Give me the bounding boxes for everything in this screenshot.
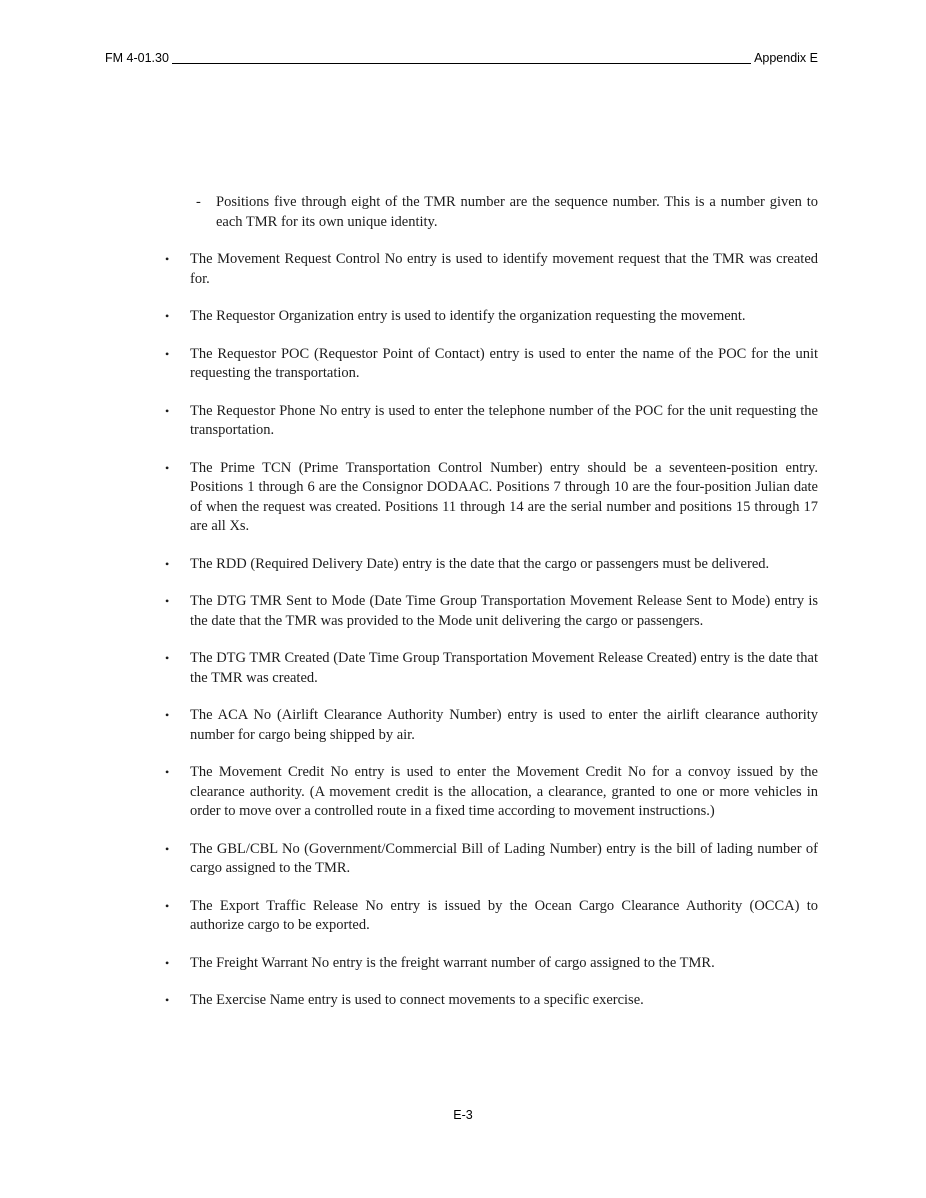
list-item	[165, 763, 818, 822]
list-item	[165, 307, 818, 327]
bullet-icon: •	[165, 252, 170, 266]
page-number: E-3	[453, 1108, 473, 1122]
bullet-icon: •	[165, 346, 170, 361]
header-appendix-label: Appendix E	[754, 51, 818, 65]
header-document-id: FM 4-01.30	[105, 51, 169, 65]
list-item	[165, 897, 818, 936]
bullet-icon: •	[165, 898, 170, 913]
list-item	[165, 840, 818, 879]
bullet-icon: •	[165, 594, 170, 608]
bullet-icon: •	[165, 309, 170, 323]
list-item-text: The Freight Warrant No entry is the freight warrant number of cargo assigned to the TMR.	[190, 954, 715, 971]
list-item-text: The ACA No (Airlift Clearance Authority Number) entry is used to enter the airlift clearance authority number for cargo being shipped by air.	[190, 707, 818, 743]
header-rule	[172, 63, 751, 64]
list-item-text: The Requestor POC (Requestor Point of Contact) entry is used to enter the name of the POC for the unit requesting the transportation.	[190, 345, 818, 381]
list-item	[165, 592, 818, 631]
list-item	[165, 402, 818, 441]
list-item	[165, 991, 818, 1011]
bullet-icon: •	[165, 765, 170, 779]
list-item	[165, 649, 818, 688]
list-item-text: The Export Traffic Release No entry is issued by the Ocean Cargo Clearance Authority (OCCA) to authorize cargo to be exported.	[190, 897, 818, 933]
bullet-icon: •	[165, 955, 170, 970]
sub-list-item	[196, 193, 818, 232]
list-item-text: The GBL/CBL No (Government/Commercial Bill of Lading Number) entry is the bill of lading number of cargo assigned to the TMR.	[190, 840, 818, 876]
list-item	[165, 706, 818, 745]
list-item-text: The DTG TMR Created (Date Time Group Transportation Movement Release Created) entry is the date that the TMR was created.	[190, 650, 818, 686]
dash-icon: -	[196, 194, 201, 210]
list-item-text: The Movement Credit No entry is used to enter the Movement Credit No for a convoy issued by the clearance authority. (A movement credit is the allocation, a clearance, granted to one or more vehicles in order to move over a controlled route in a fixed time according to movement instructions.)	[190, 764, 818, 819]
list-item-text: The RDD (Required Delivery Date) entry is the date that the cargo or passengers must be delivered.	[190, 555, 770, 572]
list-item-text: The Requestor Phone No entry is used to enter the telephone number of the POC for the unit requesting the transportation.	[190, 402, 818, 438]
bullet-icon: •	[165, 841, 170, 856]
list-item-text: The Movement Request Control No entry is used to identify movement request that the TMR was created for.	[190, 251, 818, 287]
list-item-text: The Prime TCN (Prime Transportation Control Number) entry should be a seventeen-position entry. Positions 1 through 6 are the Consignor DODAAC. Positions 7 through 10 are the four-position Julian date of when the request was created. Positions 11 through 14 are the serial number and positions 15 through 17 are all Xs.	[190, 459, 818, 534]
page-content	[165, 193, 818, 1011]
list-item-text: Positions five through eight of the TMR number are the sequence number. This is a number given to each TMR for its own unique identity.	[216, 194, 818, 230]
bullet-icon: •	[165, 708, 170, 722]
list-item	[165, 345, 818, 384]
list-item	[165, 954, 818, 974]
bullet-icon: •	[165, 403, 170, 418]
bullet-icon: •	[165, 556, 170, 571]
bullet-icon: •	[165, 993, 170, 1007]
page-footer	[0, 1108, 926, 1122]
page-header	[105, 51, 818, 66]
list-item-text: The Requestor Organization entry is used to identify the organization requesting the movement.	[190, 308, 746, 324]
list-item	[165, 555, 818, 575]
list-item-text: The DTG TMR Sent to Mode (Date Time Group Transportation Movement Release Sent to Mode) entry is the date that the TMR was provided to the Mode unit delivering the cargo or passengers.	[190, 593, 818, 629]
list-item-text: The Exercise Name entry is used to connect movements to a specific exercise.	[190, 992, 644, 1008]
list-item	[165, 459, 818, 537]
bullet-icon: •	[165, 651, 170, 665]
list-item	[165, 250, 818, 289]
bullet-icon: •	[165, 460, 170, 475]
